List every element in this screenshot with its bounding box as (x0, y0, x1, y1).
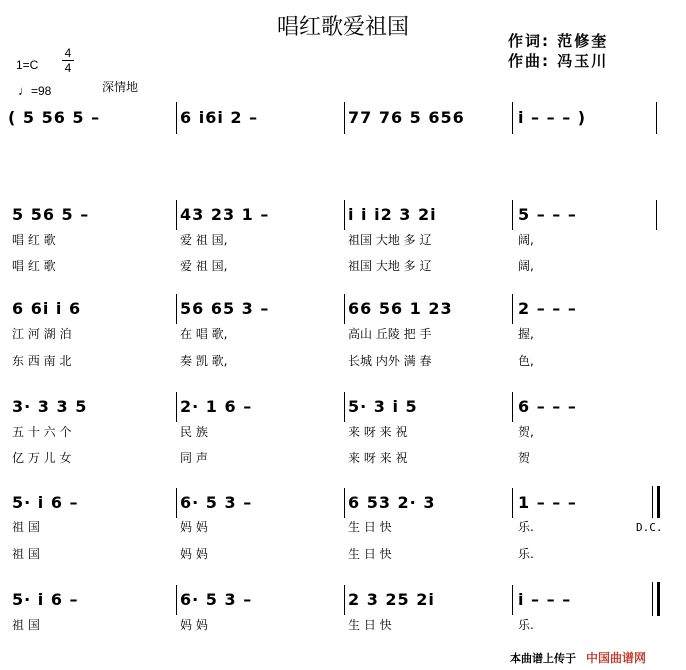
bar-line (176, 488, 177, 518)
measure-notes: 6· 5 3 – (180, 493, 253, 512)
bar-line (652, 582, 653, 616)
tempo-marking (18, 83, 51, 98)
lyric-line: 奏 凯 歌, (180, 354, 228, 368)
measure-notes: 77 76 5 656 (348, 108, 465, 127)
measure-notes: 3· 3 3 5 (12, 397, 88, 416)
measure-notes: 5· 3 i 5 (348, 397, 418, 416)
measure-notes: i – – – ) (518, 108, 587, 127)
da-capo-marking: D.C. (636, 521, 663, 534)
measure-notes: 56 65 3 – (180, 299, 270, 318)
lyric-line: 生 日 快 (348, 618, 392, 632)
measure-notes: 1 – – – (518, 493, 577, 512)
lyric-line: 妈 妈 (180, 520, 208, 534)
measure-notes: 5· i 6 – (12, 493, 79, 512)
lyric-line: 阔, (518, 233, 534, 247)
lyric-line: 乐. (518, 618, 534, 632)
bar-line (656, 102, 657, 134)
lyric-line: 阔, (518, 259, 534, 273)
lyric-line: 祖 国 (12, 547, 40, 561)
bar-line (652, 486, 653, 518)
lyric-line: 五 十 六 个 (12, 425, 72, 439)
bar-line (344, 294, 345, 324)
lyric-line: 生 日 快 (348, 547, 392, 561)
end-bar-line (657, 582, 660, 616)
lyric-line: 妈 妈 (180, 547, 208, 561)
lyric-line: 祖国 大地 多 辽 (348, 259, 432, 273)
bar-line (176, 294, 177, 324)
time-signature-top: 4 (64, 46, 72, 60)
bar-line (512, 200, 513, 230)
time-signature-bottom: 4 (62, 60, 74, 75)
measure-notes: 2 – – – (518, 299, 577, 318)
lyric-line: 民 族 (180, 425, 208, 439)
bar-line (344, 488, 345, 518)
measure-notes: 6 i6i 2 – (180, 108, 259, 127)
bar-line (176, 200, 177, 230)
lyric-line: 贺 (518, 451, 531, 465)
measure-notes: i i i2 3 2i (348, 205, 437, 224)
lyric-line: 来 呀 来 祝 (348, 425, 408, 439)
bar-line (512, 294, 513, 324)
measure-notes: 5· i 6 – (12, 590, 79, 609)
site-logo: 中国曲谱网 (586, 651, 647, 665)
lyric-line: 乐. (518, 547, 534, 561)
lyric-line: 妈 妈 (180, 618, 208, 632)
lyric-line: 唱 红 歌 (12, 233, 56, 247)
lyric-line: 祖 国 (12, 520, 40, 534)
lyric-line: 贺, (518, 425, 534, 439)
lyric-line: 祖国 大地 多 辽 (348, 233, 432, 247)
lyric-line: 东 西 南 北 (12, 354, 72, 368)
lyric-line: 同 声 (180, 451, 208, 465)
bar-line (512, 488, 513, 518)
bar-line (176, 392, 177, 422)
measure-notes: 2· 1 6 – (180, 397, 253, 416)
bar-line (176, 585, 177, 615)
bar-line (344, 200, 345, 230)
bar-line (344, 392, 345, 422)
lyric-line: 在 唱 歌, (180, 327, 228, 341)
bar-line (176, 102, 177, 134)
quarter-note-icon: ♩ (18, 83, 31, 98)
lyric-line: 握, (518, 327, 534, 341)
measure-notes: 5 – – – (518, 205, 577, 224)
lyric-line: 来 呀 来 祝 (348, 451, 408, 465)
footer-text: 本曲谱上传于 (510, 652, 576, 665)
lyric-line: 生 日 快 (348, 520, 392, 534)
lyric-line: 色, (518, 354, 534, 368)
measure-notes: ( 5 56 5 – (8, 108, 101, 127)
bar-line (344, 102, 345, 134)
expression-marking: 深情地 (102, 80, 139, 94)
bar-line (656, 200, 657, 230)
key-signature: 1=C (16, 58, 39, 72)
time-signature (62, 46, 74, 75)
lyric-line: 爱 祖 国, (180, 259, 228, 273)
lyric-line: 长城 内外 满 春 (348, 354, 432, 368)
lyric-line: 爱 祖 国, (180, 233, 228, 247)
tempo-value: =98 (31, 84, 52, 98)
song-title: 唱红歌爱祖国 (276, 15, 409, 40)
measure-notes: 43 23 1 – (180, 205, 270, 224)
lyric-line: 唱 红 歌 (12, 259, 56, 273)
bar-line (512, 392, 513, 422)
bar-line (512, 102, 513, 134)
measure-notes: i – – – (518, 590, 572, 609)
lyric-line: 亿 万 儿 女 (12, 451, 72, 465)
end-bar-line (657, 486, 660, 518)
measure-notes: 6 53 2· 3 (348, 493, 436, 512)
measure-notes: 6 – – – (518, 397, 577, 416)
measure-notes: 6 6i i 6 (12, 299, 82, 318)
lyric-line: 江 河 湖 泊 (12, 327, 72, 341)
composer: 作曲: 冯玉川 (508, 52, 609, 70)
measure-notes: 2 3 25 2i (348, 590, 435, 609)
measure-notes: 66 56 1 23 (348, 299, 453, 318)
lyric-line: 乐. (518, 520, 534, 534)
measure-notes: 5 56 5 – (12, 205, 90, 224)
measure-notes: 6· 5 3 – (180, 590, 253, 609)
bar-line (344, 585, 345, 615)
lyric-line: 祖 国 (12, 618, 40, 632)
bar-line (512, 585, 513, 615)
lyricist: 作词: 范修奎 (508, 32, 609, 50)
lyric-line: 高山 丘陵 把 手 (348, 327, 432, 341)
